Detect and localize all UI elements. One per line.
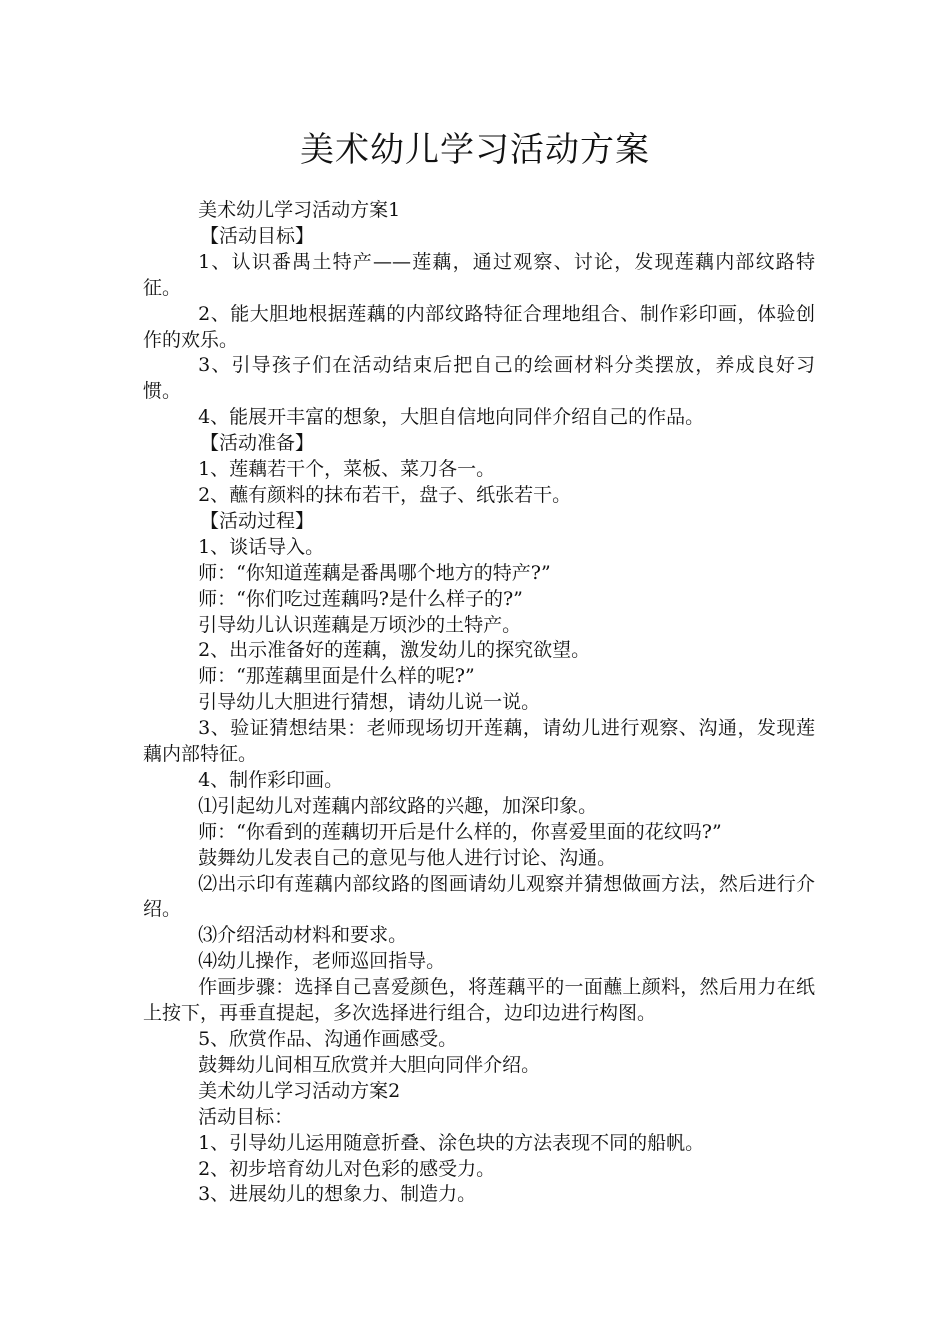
dialogue-line: 师：“你们吃过莲藕吗?是什么样子的?” xyxy=(198,587,523,610)
preparation-item-1: 1、莲藕若干个，菜板、菜刀各一。 xyxy=(198,458,496,481)
preparation-item-2: 2、蘸有颜料的抹布若干，盘子、纸张若干。 xyxy=(198,483,572,506)
process-step-5: 5、欣赏作品、沟通作画感受。 xyxy=(198,1028,458,1050)
heading-activity-goals: 【活动目标】 xyxy=(200,224,315,247)
painting-steps: 作画步骤：选择自己喜爱颜色，将莲藕平的一面蘸上颜料，然后用力在纸上按下，再垂直提起，多次选择进行组合，边印边进行构图。 xyxy=(143,976,815,1025)
process-step-3: 3、验证猜想结果：老师现场切开莲藕，请幼儿进行观察、沟通，发现莲藕内部特征。 xyxy=(143,717,815,766)
goal-item-2: 2、能大胆地根据莲藕的内部纹路特征合理地组合、制作彩印画，体验创作的欢乐。 xyxy=(143,302,815,351)
dialogue-line: 师：“你知道莲藕是番禺哪个地方的特产?” xyxy=(198,561,551,584)
dialogue-line: 师：“你看到的莲藕切开后是什么样的，你喜爱里面的花纹吗?” xyxy=(198,820,722,843)
process-step-1: 1、谈话导入。 xyxy=(198,535,325,558)
heading-goals-plan-2: 活动目标： xyxy=(198,1105,294,1128)
heading-activity-preparation: 【活动准备】 xyxy=(200,432,315,455)
sub-step-2: ⑵出示印有莲藕内部纹路的图画请幼儿观察并猜想做画方法，然后进行介绍。 xyxy=(143,872,815,921)
guidance-line: 引导幼儿认识莲藕是万顷沙的土特产。 xyxy=(198,613,522,636)
guidance-line: 鼓舞幼儿发表自己的意见与他人进行讨论、沟通。 xyxy=(198,846,617,869)
goal-item-3-plan-2: 3、进展幼儿的想象力、制造力。 xyxy=(198,1183,477,1206)
goal-item-1-plan-2: 1、引导幼儿运用随意折叠、涂色块的方法表现不同的船帆。 xyxy=(198,1131,705,1154)
sub-step-4: ⑷幼儿操作，老师巡回指导。 xyxy=(198,950,446,973)
heading-activity-process: 【活动过程】 xyxy=(200,509,315,532)
sub-step-1: ⑴引起幼儿对莲藕内部纹路的兴趣，加深印象。 xyxy=(198,794,598,817)
section-title-plan-2: 美术幼儿学习活动方案2 xyxy=(198,1079,401,1102)
process-step-4: 4、制作彩印画。 xyxy=(198,768,344,791)
document-title: 美术幼儿学习活动方案 xyxy=(300,130,650,170)
sub-step-3: ⑶介绍活动材料和要求。 xyxy=(198,924,408,947)
goal-item-2-plan-2: 2、初步培育幼儿对色彩的感受力。 xyxy=(198,1157,496,1180)
guidance-line: 鼓舞幼儿间相互欣赏并大胆向同伴介绍。 xyxy=(198,1053,541,1076)
guidance-line: 引导幼儿大胆进行猜想，请幼儿说一说。 xyxy=(198,691,541,714)
goal-item-4: 4、能展开丰富的想象，大胆自信地向同伴介绍自己的作品。 xyxy=(198,406,705,429)
goal-item-1: 1、认识番禺土特产——莲藕，通过观察、讨论，发现莲藕内部纹路特征。 xyxy=(143,250,815,299)
dialogue-line: 师：“那莲藕里面是什么样的呢?” xyxy=(198,665,475,688)
process-step-2: 2、出示准备好的莲藕，激发幼儿的探究欲望。 xyxy=(198,639,591,662)
goal-item-3: 3、引导孩子们在活动结束后把自己的绘画材料分类摆放，养成良好习惯。 xyxy=(143,354,815,403)
section-title-plan-1: 美术幼儿学习活动方案1 xyxy=(198,199,401,221)
document-body xyxy=(143,198,815,1208)
